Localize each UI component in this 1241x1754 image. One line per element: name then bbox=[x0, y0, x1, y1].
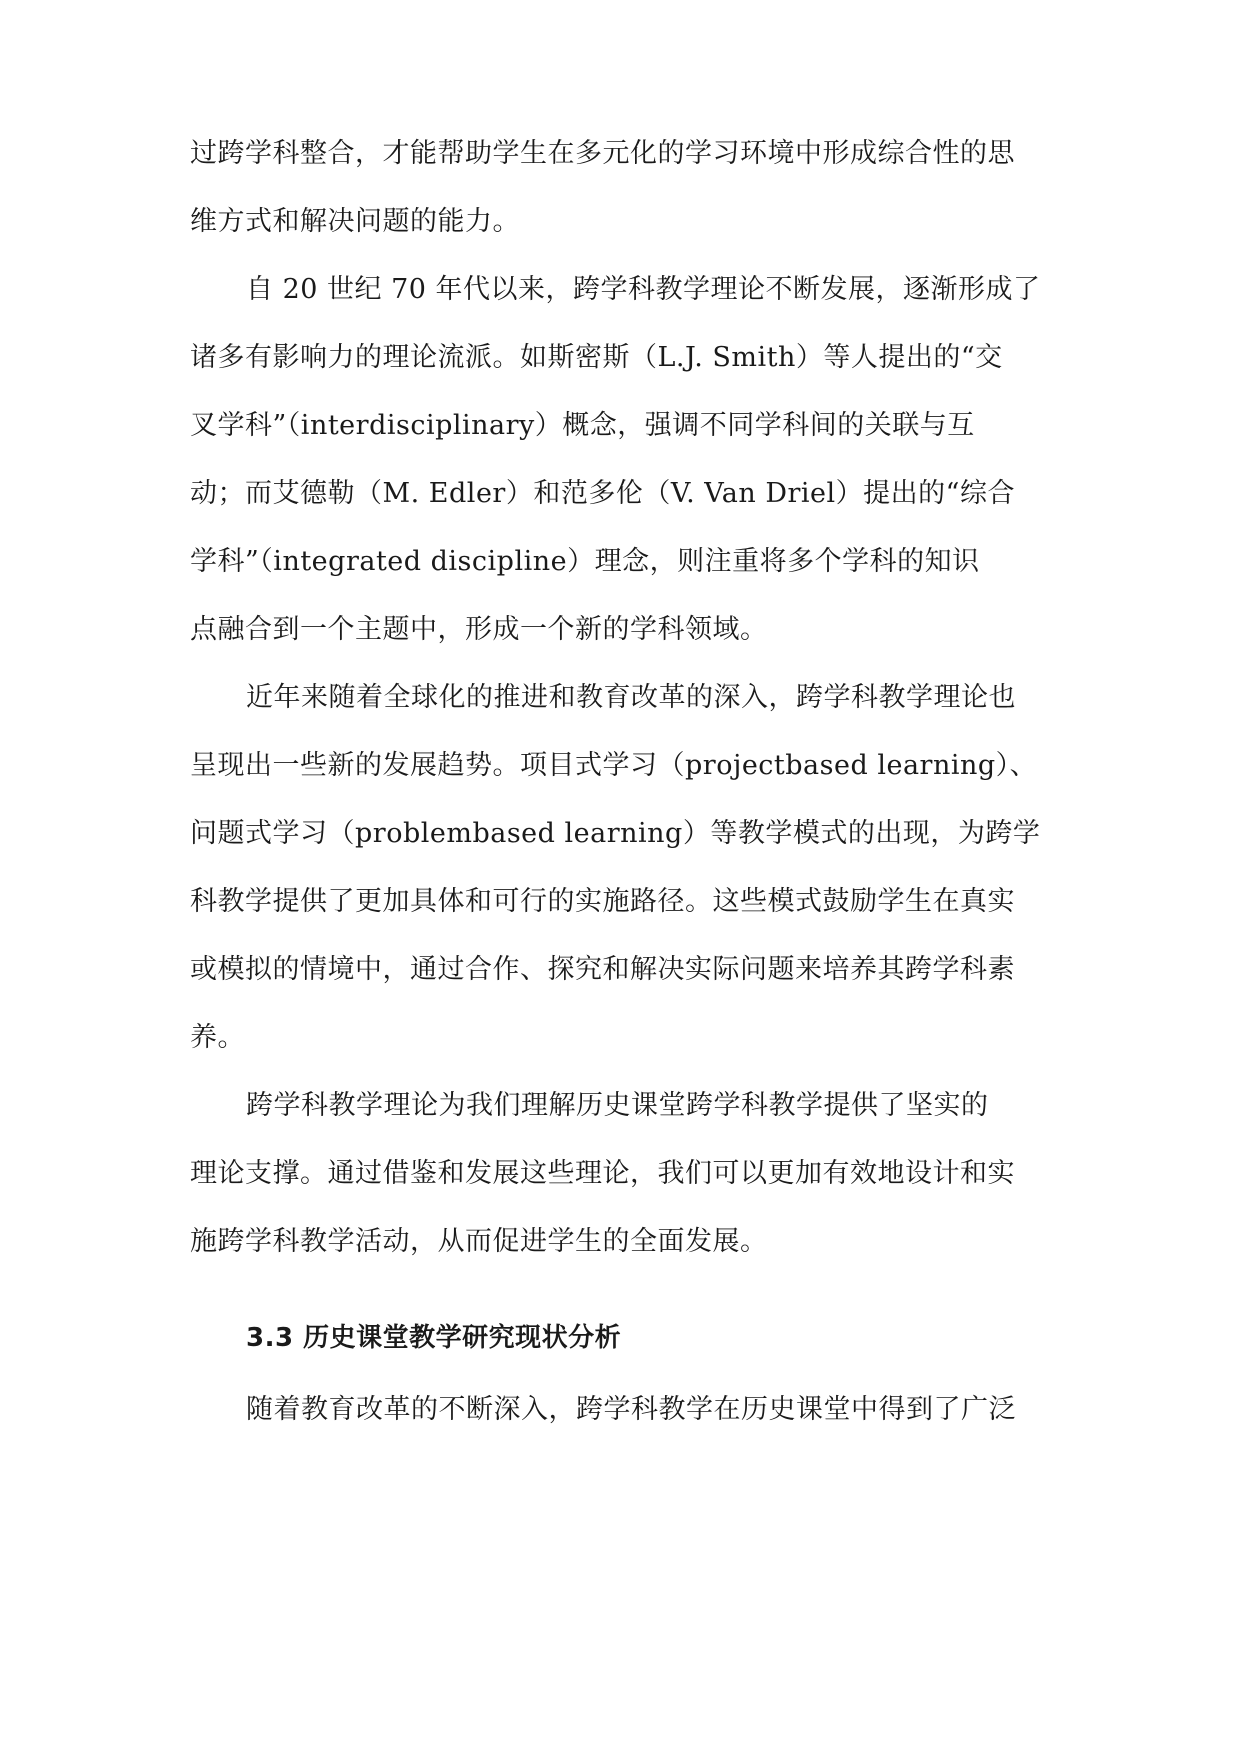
paragraph-line: 呈现出一些新的发展趋势。项目式学习（projectbased learning）、 bbox=[190, 750, 1038, 781]
paragraph-line: 学科”（integrated discipline）理念，则注重将多个学科的知识 bbox=[190, 546, 980, 577]
paragraph-line: 施跨学科教学活动，从而促进学生的全面发展。 bbox=[190, 1226, 768, 1257]
paragraph-line: 理论支撑。通过借鉴和发展这些理论，我们可以更加有效地设计和实 bbox=[190, 1158, 1015, 1189]
paragraph-line: 自 20 世纪 70 年代以来，跨学科教学理论不断发展，逐渐形成了 bbox=[246, 274, 1041, 305]
paragraph-line: 叉学科”（interdisciplinary）概念，强调不同学科间的关联与互 bbox=[190, 410, 975, 441]
paragraph-line: 近年来随着全球化的推进和教育改革的深入，跨学科教学理论也 bbox=[246, 682, 1016, 713]
paragraph-line: 或模拟的情境中，通过合作、探究和解决实际问题来培养其跨学科素 bbox=[190, 954, 1015, 985]
paragraph-line: 问题式学习（problembased learning）等教学模式的出现，为跨学 bbox=[190, 818, 1041, 849]
paragraph-line: 点融合到一个主题中，形成一个新的学科领域。 bbox=[190, 614, 768, 645]
paragraph-line: 诸多有影响力的理论流派。如斯密斯（L.J. Smith）等人提出的“交 bbox=[190, 342, 1003, 373]
paragraph-line: 随着教育改革的不断深入，跨学科教学在历史课堂中得到了广泛 bbox=[246, 1394, 1016, 1425]
paragraph-line: 养。 bbox=[190, 1022, 245, 1053]
paragraph-line: 过跨学科整合，才能帮助学生在多元化的学习环境中形成综合性的思 bbox=[190, 138, 1015, 169]
paragraph-line: 动；而艾德勒（M. Edler）和范多伦（V. Van Driel）提出的“综合 bbox=[190, 478, 1015, 509]
section-heading: 3.3 历史课堂教学研究现状分析 bbox=[246, 1323, 622, 1353]
paragraph-line: 维方式和解决问题的能力。 bbox=[190, 206, 520, 237]
paragraph-line: 科教学提供了更加具体和可行的实施路径。这些模式鼓励学生在真实 bbox=[190, 886, 1015, 917]
paragraph-line: 跨学科教学理论为我们理解历史课堂跨学科教学提供了坚实的 bbox=[246, 1090, 989, 1121]
